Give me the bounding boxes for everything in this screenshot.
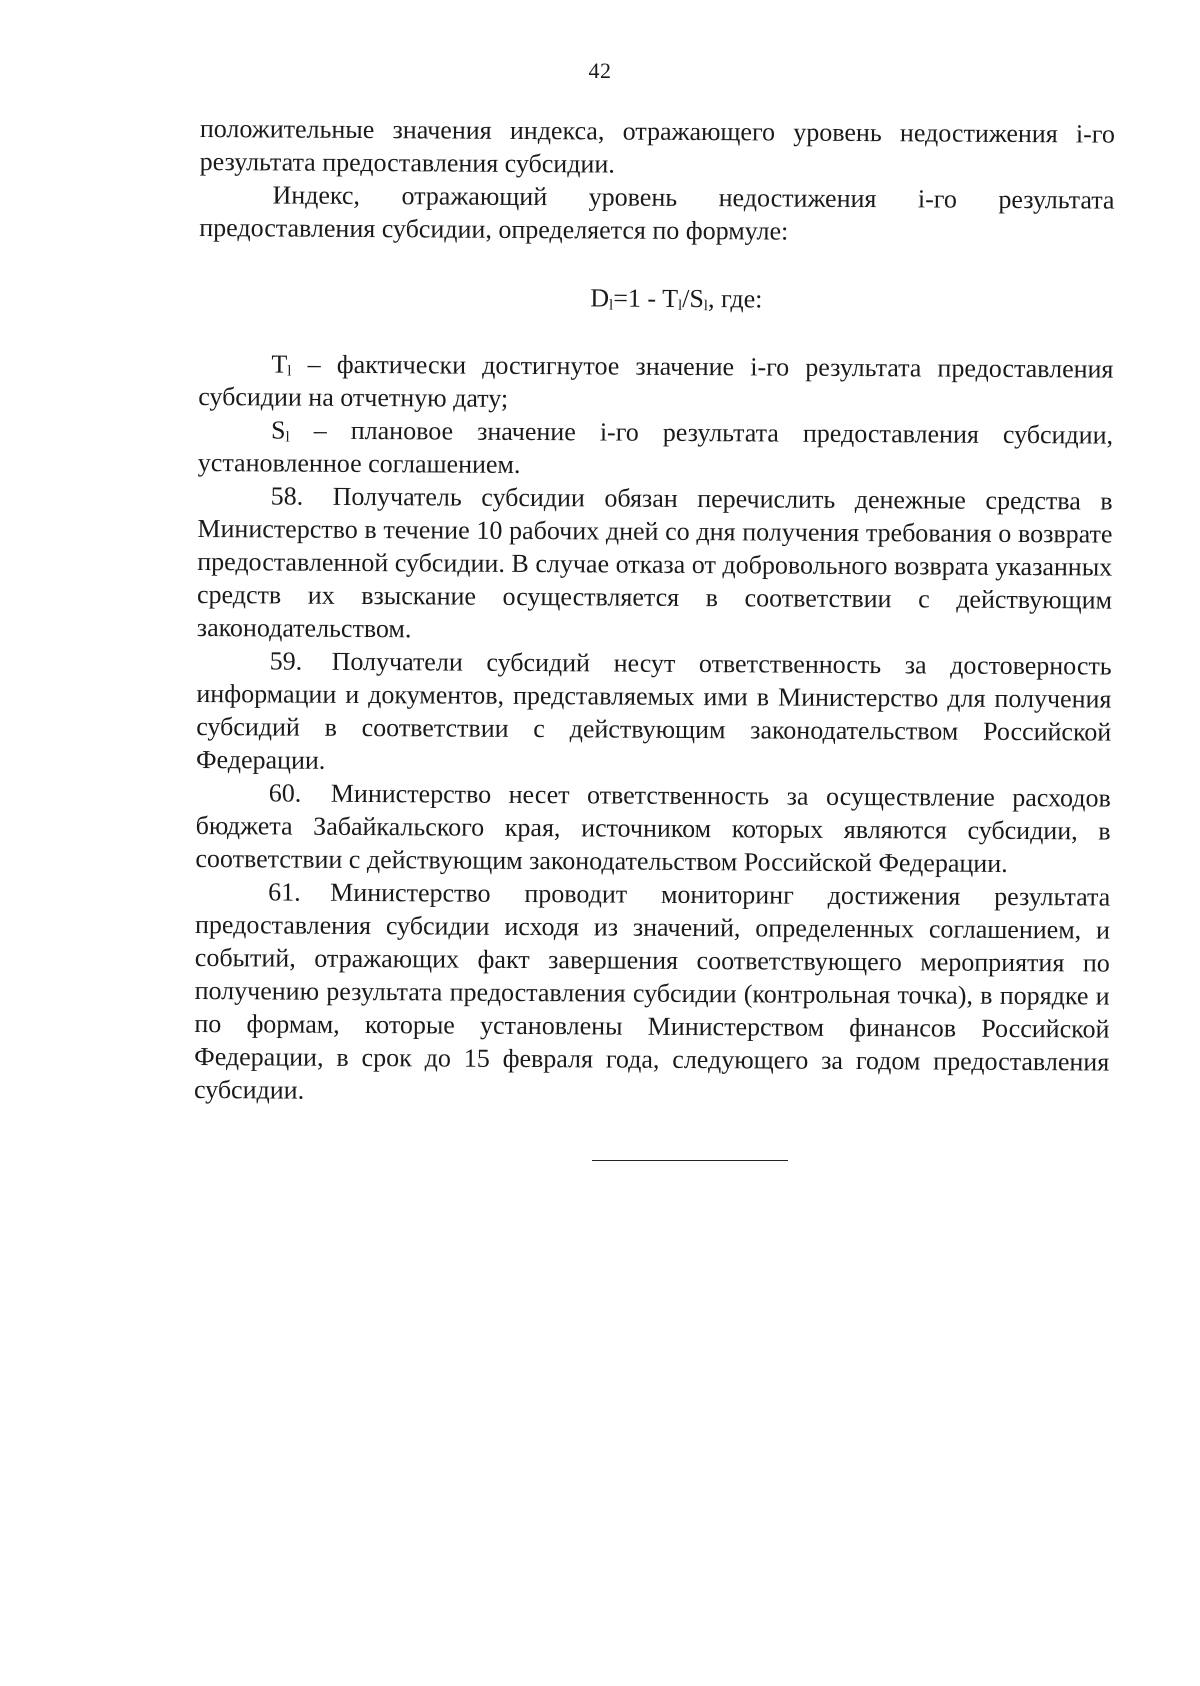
clause-number: 59. bbox=[269, 646, 303, 676]
definition-t bbox=[198, 347, 1113, 419]
definition-s-sub: l bbox=[285, 429, 290, 446]
paragraph-index-definition: Индекс, отражающий уровень недостижения i-го результата предоставления субсидии, определяется по формуле: bbox=[199, 180, 1115, 246]
clause-text: Получатели субсидий несут ответственность за достоверность информации и документов, представляемых ими в Министерство для получения субсидий в соответствии с действующим законодательством Российской Федерации. bbox=[195, 646, 1112, 775]
definition-t-symbol: T bbox=[271, 349, 288, 379]
clause-59 bbox=[196, 644, 1112, 782]
definition-t-text: – фактически достигнутое значение i-го результата предоставления субсидии на отчетную дату; bbox=[198, 349, 1114, 413]
formula-sub-1: l bbox=[609, 297, 614, 314]
clause-text: Министерство несет ответственность за осуществление расходов бюджета Забайкальского края, источником которых являются субсидии, в соответствии с действующим законодательством Российской Федерации. bbox=[195, 778, 1111, 878]
formula-sub-3: l bbox=[703, 298, 709, 315]
definition-s bbox=[198, 413, 1113, 485]
clause-text: Министерство проводит мониторинг достижения результата предоставления субсидии исходя из значений, определенных соглашением, и событий, отражающих факт завершения соответствующего мероприятия по получению результата предоставления субсидии (контрольная точка), в порядке и по формам, которые установлены Министерством финансов Российской Федерации, в срок до 15 февраля года, следующего за годом предоставления субсидии. bbox=[193, 877, 1111, 1105]
clause-58 bbox=[197, 479, 1113, 650]
formula-mid: =1 - T bbox=[613, 283, 679, 313]
clause-text: Получатель субсидии обязан перечислить денежные средства в Министерство в течение 10 рабочих дней со дня получения требования о возврате предоставленной субсидии. В случае отказа от добровольного возврата указанных средств их взыскание осуществляется в соответствии с действующим законодательством. bbox=[196, 481, 1113, 644]
formula-slash: /S bbox=[682, 283, 704, 314]
formula bbox=[199, 279, 1114, 318]
clause-number: 60. bbox=[268, 778, 302, 808]
formula-tail: , где: bbox=[707, 284, 763, 314]
clause-61 bbox=[194, 875, 1110, 1112]
formula-sub-2: l bbox=[677, 297, 683, 314]
paragraph-continuation: положительные значения индекса, отражающего уровень недостижения i-го результата предоставления субсидии. bbox=[199, 113, 1115, 179]
end-divider-line bbox=[592, 1160, 788, 1161]
document-body bbox=[194, 112, 1115, 1112]
formula-d: D bbox=[590, 283, 610, 313]
clause-60 bbox=[195, 776, 1111, 881]
definition-s-symbol: S bbox=[270, 415, 286, 445]
definition-s-text: – плановое значение i-го результата предоставления субсидии, установленное соглашением. bbox=[197, 415, 1114, 479]
clause-number: 58. bbox=[270, 481, 304, 511]
definition-t-sub: l bbox=[287, 363, 292, 380]
page-number: 42 bbox=[588, 58, 612, 83]
clause-number: 61. bbox=[268, 877, 301, 907]
